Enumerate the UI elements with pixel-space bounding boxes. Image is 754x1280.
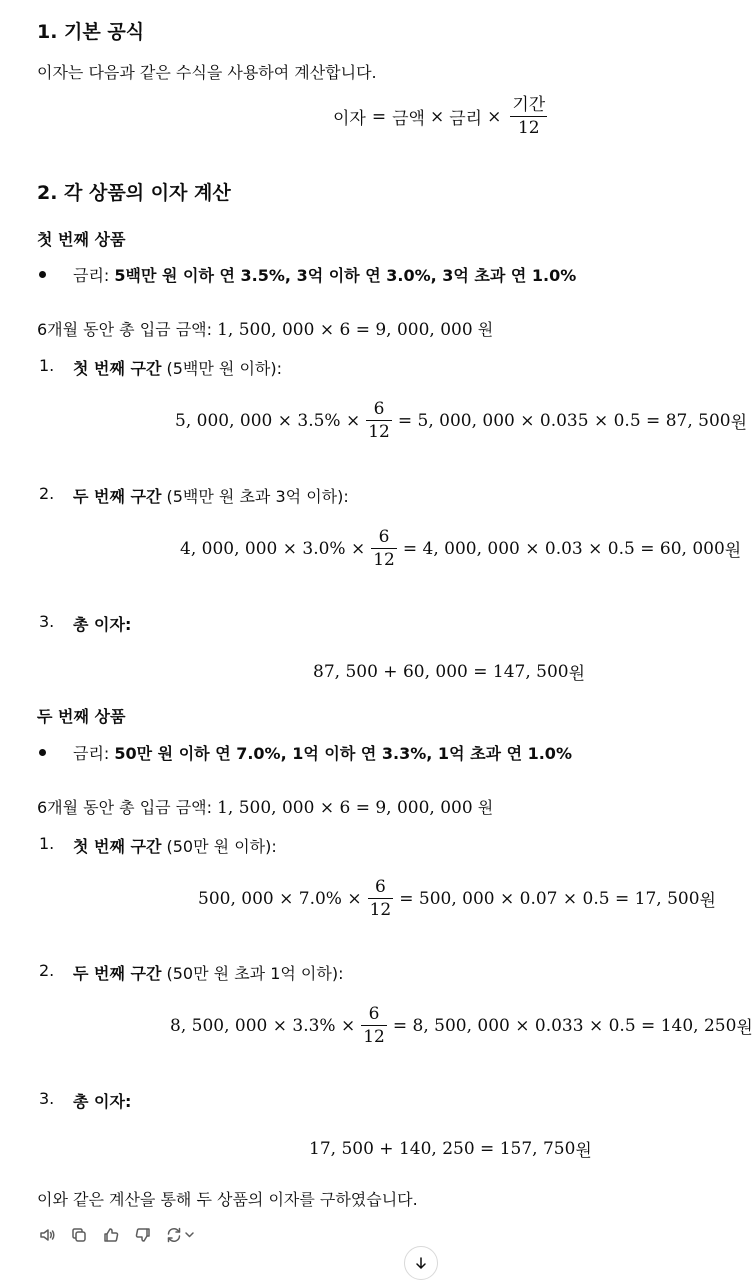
- product1-step1-equation: [175, 398, 747, 443]
- product2-step1-equation: [198, 876, 716, 921]
- eq-pre: 5, 000, 000 × 3.5% ×: [175, 410, 361, 431]
- fraction-denominator: 12: [368, 422, 390, 442]
- fraction-denominator: 12: [369, 900, 392, 920]
- eq-fraction: [361, 1003, 387, 1048]
- eq-unit: 원: [730, 413, 748, 433]
- deposit-math: 1, 500, 000 × 6 = 9, 000, 000: [217, 798, 473, 818]
- step-desc: (50만 원 초과 1억 이하):: [161, 964, 344, 983]
- eq-fraction: [368, 876, 394, 921]
- arrow-down-icon: [413, 1255, 429, 1271]
- rate-label: 금리:: [73, 744, 115, 763]
- eq-post: = 500, 000 × 0.07 × 0.5 = 17, 500: [399, 888, 700, 909]
- section-heading-formula: 1. 기본 공식: [37, 21, 145, 43]
- step-number: 1.: [39, 356, 55, 375]
- eq-post: = 5, 000, 000 × 0.035 × 0.5 = 87, 500: [397, 410, 731, 431]
- fraction-denominator: 12: [363, 1027, 385, 1047]
- total-label: 총 이자:: [73, 1092, 132, 1111]
- deposit-label: 6개월 동안 총 입금 금액:: [37, 320, 218, 339]
- product1-total-equation: [313, 659, 585, 684]
- eq-pre: 4, 000, 000 × 3.0% ×: [180, 538, 366, 559]
- eq-unit: 원: [724, 541, 742, 561]
- fraction-numerator: 6: [368, 1004, 380, 1024]
- bullet-icon: [39, 271, 46, 278]
- regenerate-icon[interactable]: [165, 1225, 197, 1245]
- rate-label: 금리:: [73, 266, 115, 285]
- thumbs-up-icon[interactable]: [101, 1225, 121, 1245]
- section-heading-calc: 2. 각 상품의 이자 계산: [37, 182, 231, 204]
- step-desc: (5백만 원 이하):: [161, 359, 283, 378]
- product1-step2-equation: [180, 526, 741, 571]
- step-desc: (50만 원 이하):: [161, 837, 277, 856]
- thumbs-down-icon[interactable]: [133, 1225, 153, 1245]
- fraction-numerator: 기간: [512, 95, 546, 115]
- bullet-icon: [39, 749, 46, 756]
- product2-title: 두 번째 상품: [37, 707, 126, 726]
- formula-amount: 금액: [392, 109, 425, 129]
- product2-deposit: [37, 795, 493, 818]
- base-formula: [333, 94, 553, 139]
- formula-fraction: [510, 94, 547, 139]
- eq-fraction: [371, 526, 397, 571]
- eq-unit: 원: [736, 1018, 753, 1038]
- eq-fraction: [366, 398, 392, 443]
- deposit-math: 1, 500, 000 × 6 = 9, 000, 000: [217, 320, 473, 340]
- rate-text: 5백만 원 이하 연 3.5%, 3억 이하 연 3.0%, 3억 초과 연 1.0%: [114, 266, 577, 285]
- rate-text: 50만 원 이하 연 7.0%, 1억 이하 연 3.3%, 1억 초과 연 1.0%: [114, 744, 572, 763]
- total-unit: 원: [575, 1141, 592, 1161]
- eq-unit: 원: [699, 891, 716, 911]
- formula-times: ×: [487, 106, 502, 127]
- fraction-numerator: 6: [378, 527, 390, 547]
- fraction-numerator: 6: [373, 399, 385, 419]
- step-title: 두 번째 구간: [73, 964, 162, 983]
- step-number: 1.: [39, 834, 55, 853]
- total-unit: 원: [568, 664, 586, 684]
- eq-pre: 500, 000 × 7.0% ×: [198, 888, 362, 909]
- eq-post: = 8, 500, 000 × 0.033 × 0.5 = 140, 250: [392, 1015, 737, 1036]
- step-number: 2.: [39, 961, 55, 980]
- total-expr: 87, 500 + 60, 000 = 147, 500: [313, 661, 569, 682]
- conclusion-text: 이와 같은 계산을 통해 두 상품의 이자를 구하였습니다.: [37, 1190, 418, 1209]
- deposit-unit: 원: [472, 798, 494, 817]
- copy-icon[interactable]: [69, 1225, 89, 1245]
- total-expr: 17, 500 + 140, 250 = 157, 750: [309, 1138, 576, 1159]
- formula-lhs: 이자: [333, 109, 366, 129]
- speaker-icon[interactable]: [37, 1225, 57, 1245]
- formula-times: ×: [429, 106, 445, 127]
- formula-eq: =: [371, 106, 387, 127]
- fraction-numerator: 6: [375, 877, 386, 897]
- product1-deposit: [37, 317, 493, 340]
- product1-title: 첫 번째 상품: [37, 230, 126, 249]
- step-title: 첫 번째 구간: [73, 837, 162, 856]
- message-actions: [37, 1225, 197, 1245]
- product2-total-equation: [309, 1136, 592, 1161]
- step-number: 3.: [39, 1089, 55, 1108]
- step-title: 첫 번째 구간: [73, 359, 162, 378]
- fraction-denominator: 12: [373, 550, 395, 570]
- total-label: 총 이자:: [73, 615, 132, 634]
- formula-rate: 금리: [449, 109, 483, 129]
- step-title: 두 번째 구간: [73, 487, 162, 506]
- eq-pre: 8, 500, 000 × 3.3% ×: [170, 1015, 356, 1036]
- eq-post: = 4, 000, 000 × 0.03 × 0.5 = 60, 000: [402, 538, 725, 559]
- step-number: 3.: [39, 612, 55, 631]
- deposit-label: 6개월 동안 총 입금 금액:: [37, 798, 218, 817]
- step-desc: (5백만 원 초과 3억 이하):: [161, 487, 349, 506]
- scroll-down-button[interactable]: [404, 1246, 438, 1280]
- fraction-denominator: 12: [517, 118, 540, 138]
- product2-step2-equation: [170, 1003, 753, 1048]
- deposit-unit: 원: [472, 320, 494, 339]
- step-number: 2.: [39, 484, 55, 503]
- intro-text: 이자는 다음과 같은 수식을 사용하여 계산합니다.: [37, 63, 377, 82]
